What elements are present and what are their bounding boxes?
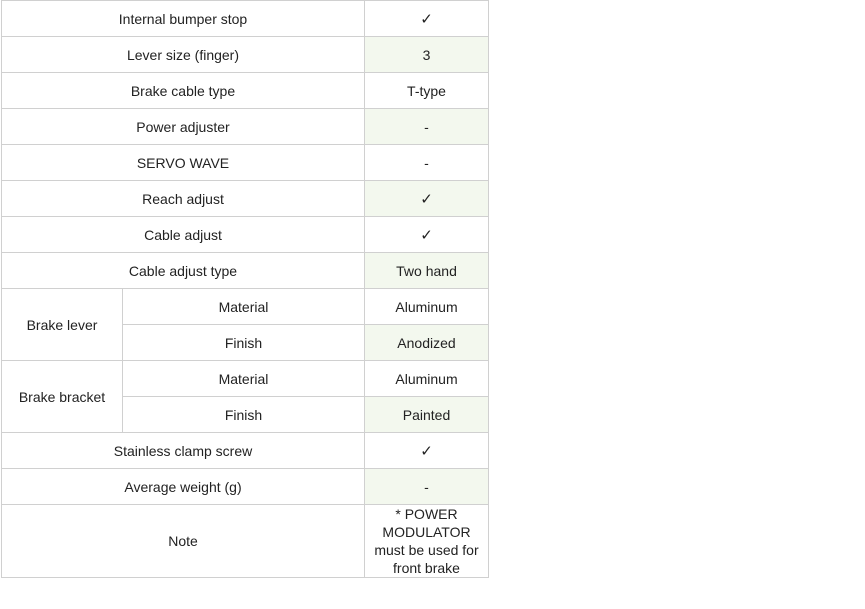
spec-table	[1, 0, 489, 578]
row-value: Aluminum	[365, 289, 489, 325]
row-value: T-type	[365, 73, 489, 109]
table-row	[2, 505, 489, 578]
sub-label: Finish	[123, 397, 365, 433]
check-icon: ✓	[365, 181, 489, 217]
row-value: Aluminum	[365, 361, 489, 397]
row-label: Reach adjust	[2, 181, 365, 217]
group-label-brake-bracket: Brake bracket	[2, 361, 123, 433]
row-label: Internal bumper stop	[2, 1, 365, 37]
sub-label: Material	[123, 289, 365, 325]
sub-label: Finish	[123, 325, 365, 361]
row-value: 3	[365, 37, 489, 73]
check-icon: ✓	[365, 433, 489, 469]
table-row	[2, 145, 489, 181]
row-label: Cable adjust type	[2, 253, 365, 289]
table-row	[2, 37, 489, 73]
table-row	[2, 1, 489, 37]
check-icon: ✓	[365, 1, 489, 37]
table-row	[2, 469, 489, 505]
sub-label: Material	[123, 361, 365, 397]
row-label: Power adjuster	[2, 109, 365, 145]
row-label: Stainless clamp screw	[2, 433, 365, 469]
row-label: Lever size (finger)	[2, 37, 365, 73]
table-row	[2, 433, 489, 469]
row-value: -	[365, 469, 489, 505]
table-row	[2, 361, 489, 397]
table-row	[2, 253, 489, 289]
group-label-brake-lever: Brake lever	[2, 289, 123, 361]
row-value: Anodized	[365, 325, 489, 361]
table-row	[2, 73, 489, 109]
table-row	[2, 181, 489, 217]
row-value: -	[365, 145, 489, 181]
table-row	[2, 109, 489, 145]
check-icon: ✓	[365, 217, 489, 253]
row-label: Brake cable type	[2, 73, 365, 109]
note-value: * POWER MODULATOR must be used for front brake	[365, 505, 489, 578]
row-value: Two hand	[365, 253, 489, 289]
row-value: Painted	[365, 397, 489, 433]
table-row	[2, 217, 489, 253]
row-label: Cable adjust	[2, 217, 365, 253]
note-label: Note	[2, 505, 365, 578]
row-label: Average weight (g)	[2, 469, 365, 505]
row-label: SERVO WAVE	[2, 145, 365, 181]
row-value: -	[365, 109, 489, 145]
table-row	[2, 289, 489, 325]
